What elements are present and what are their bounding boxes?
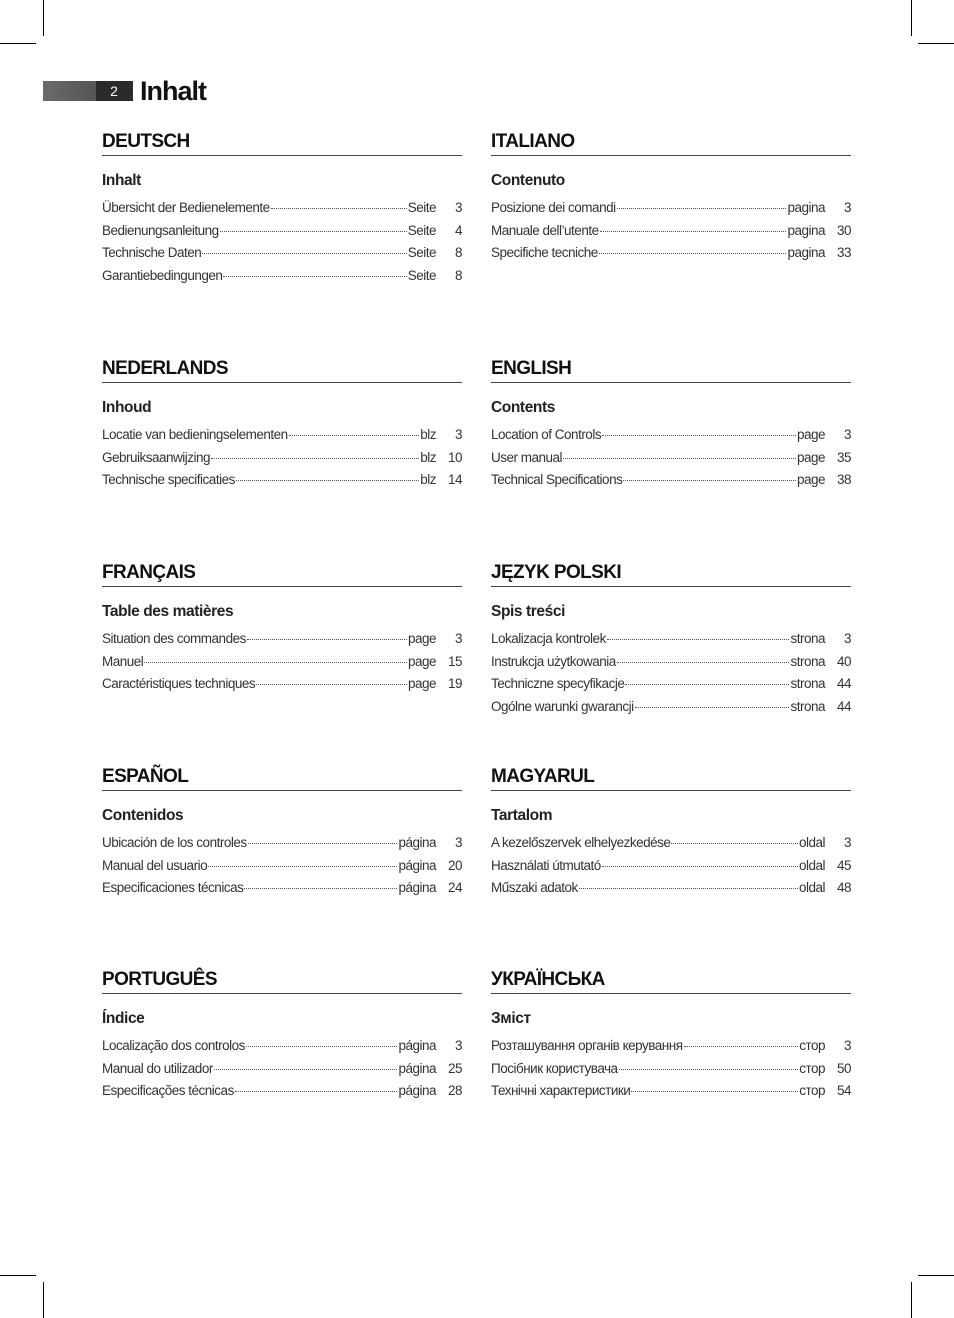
toc-entry-page-word: page <box>796 472 825 488</box>
section-heading: Inhalt <box>102 172 141 189</box>
section-polski <box>491 561 851 719</box>
section-language: NEDERLANDS <box>102 357 462 383</box>
section-heading: Зміст <box>491 1010 531 1027</box>
toc-entry-page-word: page <box>796 449 825 465</box>
toc-list <box>102 1035 462 1103</box>
toc-entry-title: Posizione dei comandi <box>491 200 616 215</box>
toc-entry-page-number: 8 <box>454 268 462 284</box>
toc-entry[interactable] <box>102 832 462 855</box>
crop-mark <box>911 1282 912 1318</box>
dot-leader <box>625 684 789 685</box>
toc-entry-title: Bedienungsanleitung <box>102 222 219 238</box>
toc-entry-title: Ogólne warunki gwarancji <box>491 699 634 715</box>
toc-entry-page-word: oldal <box>798 880 825 896</box>
toc-entry[interactable] <box>491 1058 851 1081</box>
toc-entry-page-word: strona <box>790 699 825 715</box>
toc-entry-page-number: 3 <box>843 200 851 215</box>
section-language: DEUTSCH <box>102 130 462 156</box>
toc-entry[interactable] <box>491 673 851 696</box>
dot-leader <box>214 1069 398 1070</box>
dot-leader <box>247 639 407 640</box>
toc-entry-page-word: стор <box>799 1060 825 1076</box>
section-language: FRANÇAIS <box>102 561 462 587</box>
dot-leader <box>246 1046 398 1047</box>
toc-entry-title: Techniczne specyfikacje <box>491 676 625 692</box>
toc-list <box>102 197 462 288</box>
toc-entry-title: Manual do utilizador <box>102 1060 213 1076</box>
dot-leader <box>208 866 397 867</box>
crop-mark <box>918 1275 954 1276</box>
toc-entry-page-number: 25 <box>447 1060 462 1076</box>
dot-leader <box>271 208 407 209</box>
toc-entry[interactable] <box>491 197 851 220</box>
toc-entry-page-word: página <box>398 835 436 850</box>
dot-leader <box>223 276 406 277</box>
dot-leader <box>602 866 798 867</box>
toc-entry-page-word: blz <box>420 449 436 465</box>
section-deutsch <box>102 130 462 288</box>
toc-entry[interactable] <box>102 1080 462 1103</box>
toc-entry-title: Manuel <box>102 653 144 669</box>
dot-leader <box>244 888 397 889</box>
section-language: JĘZYK POLSKI <box>491 561 851 587</box>
toc-entry-page-number: 10 <box>447 449 462 465</box>
section-heading: Índice <box>102 1010 145 1027</box>
crop-mark <box>0 1275 36 1276</box>
toc-entry-page-word: page <box>407 653 436 669</box>
toc-entry-page-word: strona <box>790 653 825 669</box>
section-language: ESPAÑOL <box>102 765 462 791</box>
dot-leader <box>631 1091 798 1092</box>
section-language: ENGLISH <box>491 357 851 383</box>
toc-entry-title: Location of Controls <box>491 427 602 442</box>
crop-mark <box>918 43 954 44</box>
toc-entry-title: Technical Specifications <box>491 472 623 488</box>
toc-entry-page-number: 3 <box>454 835 462 850</box>
toc-entry[interactable] <box>102 265 462 288</box>
section-nederlands <box>102 357 462 492</box>
toc-entry[interactable] <box>102 1058 462 1081</box>
toc-entry-title: Розташування органів керування <box>491 1038 683 1053</box>
toc-entry-page-word: page <box>407 631 436 646</box>
dot-leader <box>635 707 790 708</box>
dot-leader <box>235 1091 398 1092</box>
toc-entry[interactable] <box>102 424 462 447</box>
toc-entry-page-number: 40 <box>836 653 851 669</box>
section-heading: Contenuto <box>491 172 565 189</box>
dot-leader <box>600 231 787 232</box>
toc-entry[interactable] <box>491 696 851 719</box>
dot-leader <box>579 888 798 889</box>
dot-leader <box>607 639 790 640</box>
toc-entry[interactable] <box>491 220 851 243</box>
toc-entry-page-word: pagina <box>787 200 825 215</box>
toc-entry-page-number: 3 <box>843 631 851 646</box>
toc-entry[interactable] <box>102 197 462 220</box>
dot-leader <box>289 435 420 436</box>
section-francais <box>102 561 462 696</box>
toc-entry-title: Manuale dell’utente <box>491 222 599 238</box>
toc-entry-title: Technische specificaties <box>102 472 235 488</box>
dot-leader <box>623 480 796 481</box>
section-language: PORTUGUÊS <box>102 968 462 994</box>
toc-entry-title: Technische Daten <box>102 245 202 261</box>
section-heading: Table des matières <box>102 603 234 620</box>
dot-leader <box>256 684 407 685</box>
toc-entry-title: Localização dos controlos <box>102 1038 245 1053</box>
section-heading: Spis treści <box>491 603 566 620</box>
crop-mark <box>43 1282 44 1318</box>
toc-entry-page-word: strona <box>790 676 825 692</box>
toc-entry[interactable] <box>491 447 851 470</box>
dot-leader <box>684 1046 799 1047</box>
toc-entry-title: Manual del usuario <box>102 857 208 873</box>
toc-entry-page-number: 20 <box>447 857 462 873</box>
dot-leader <box>617 662 790 663</box>
dot-leader <box>236 480 419 481</box>
toc-entry[interactable] <box>102 855 462 878</box>
toc-entry-page-number: 33 <box>836 245 851 261</box>
dot-leader <box>144 662 407 663</box>
section-language: MAGYARUL <box>491 765 851 791</box>
toc-entry-page-word: стор <box>799 1083 825 1099</box>
toc-entry-page-word: page <box>407 676 436 692</box>
toc-entry-title: Especificaciones técnicas <box>102 880 244 896</box>
toc-entry-page-number: 14 <box>447 472 462 488</box>
toc-entry-title: A kezelőszervek elhelyezkedése <box>491 835 671 850</box>
toc-entry-page-number: 3 <box>843 427 851 442</box>
dot-leader <box>599 253 787 254</box>
toc-entry[interactable] <box>102 1035 462 1058</box>
toc-entry-title: Használati útmutató <box>491 857 601 873</box>
toc-list <box>102 628 462 696</box>
page-number: 2 <box>96 81 132 101</box>
toc-entry-page-word: strona <box>790 631 825 646</box>
toc-entry-page-word: Seite <box>407 245 436 261</box>
toc-entry[interactable] <box>491 651 851 674</box>
page-title: Inhalt <box>140 76 206 106</box>
toc-entry-title: Технічні характеристики <box>491 1083 631 1099</box>
toc-list <box>102 832 462 900</box>
toc-entry-page-word: página <box>398 1060 436 1076</box>
toc-entry-page-word: página <box>398 1038 436 1053</box>
toc-entry[interactable] <box>102 673 462 696</box>
dot-leader <box>563 458 796 459</box>
toc-list <box>491 832 851 900</box>
section-heading: Tartalom <box>491 807 553 824</box>
toc-entry-page-word: Seite <box>407 268 436 284</box>
toc-entry-title: Ubicación de los controles <box>102 835 247 850</box>
toc-entry-title: Instrukcja użytkowania <box>491 653 616 669</box>
toc-entry-page-word: oldal <box>798 835 825 850</box>
section-magyarul <box>491 765 851 900</box>
toc-entry-title: Especificações técnicas <box>102 1083 234 1099</box>
toc-entry-page-number: 3 <box>454 631 462 646</box>
toc-entry-page-number: 3 <box>454 1038 462 1053</box>
toc-entry-title: Locatie van bedieningselementen <box>102 427 288 442</box>
toc-entry-page-number: 3 <box>843 1038 851 1053</box>
toc-entry[interactable] <box>491 1080 851 1103</box>
toc-entry[interactable] <box>102 220 462 243</box>
section-portugues <box>102 968 462 1103</box>
toc-entry-page-number: 8 <box>454 245 462 261</box>
dot-leader <box>248 843 398 844</box>
dot-leader <box>202 253 406 254</box>
toc-entry-page-number: 3 <box>454 427 462 442</box>
toc-entry-page-number: 54 <box>836 1083 851 1099</box>
toc-entry[interactable] <box>491 424 851 447</box>
toc-entry-page-word: blz <box>420 427 436 442</box>
toc-entry-title: Specifiche tecniche <box>491 245 598 261</box>
toc-entry-title: Lokalizacja kontrolek <box>491 631 606 646</box>
toc-entry[interactable] <box>491 877 851 900</box>
section-language: ITALIANO <box>491 130 851 156</box>
toc-entry[interactable] <box>491 469 851 492</box>
toc-entry-title: Gebruiksaanwijzing <box>102 449 211 465</box>
dot-leader <box>211 458 419 459</box>
toc-entry-page-number: 19 <box>447 676 462 692</box>
toc-list <box>491 628 851 719</box>
toc-entry[interactable] <box>491 855 851 878</box>
section-ukrainska <box>491 968 851 1103</box>
toc-entry[interactable] <box>102 628 462 651</box>
section-heading: Inhoud <box>102 399 152 416</box>
toc-entry-page-word: blz <box>420 472 436 488</box>
toc-entry-page-number: 24 <box>447 880 462 896</box>
toc-entry-page-word: page <box>796 427 825 442</box>
toc-entry-page-word: Seite <box>407 222 436 238</box>
toc-list <box>102 424 462 492</box>
toc-entry-title: Garantiebedingungen <box>102 268 223 284</box>
toc-entry-page-number: 44 <box>836 699 851 715</box>
toc-list <box>491 424 851 492</box>
toc-entry-title: Caractéristiques techniques <box>102 676 256 692</box>
section-heading: Contenidos <box>102 807 184 824</box>
toc-entry-page-word: стор <box>799 1038 825 1053</box>
toc-entry[interactable] <box>102 651 462 674</box>
toc-entry-page-number: 44 <box>836 676 851 692</box>
toc-entry-title: Посібник користувача <box>491 1060 618 1076</box>
toc-entry[interactable] <box>102 447 462 470</box>
toc-entry-page-number: 3 <box>454 200 462 215</box>
toc-entry-page-number: 48 <box>836 880 851 896</box>
toc-entry-title: Műszaki adatok <box>491 880 578 896</box>
section-espanol <box>102 765 462 900</box>
toc-list <box>491 1035 851 1103</box>
toc-list <box>491 197 851 265</box>
toc-entry-page-number: 3 <box>843 835 851 850</box>
dot-leader <box>617 208 787 209</box>
toc-entry[interactable] <box>491 628 851 651</box>
toc-entry-page-word: página <box>398 1083 436 1099</box>
crop-mark <box>0 43 36 44</box>
toc-entry-title: Übersicht der Bedienelemente <box>102 200 270 215</box>
toc-entry-page-number: 38 <box>836 472 851 488</box>
toc-entry[interactable] <box>491 242 851 265</box>
toc-entry-page-word: página <box>398 880 436 896</box>
toc-entry-page-number: 50 <box>836 1060 851 1076</box>
toc-entry-page-number: 45 <box>836 857 851 873</box>
section-heading: Contents <box>491 399 555 416</box>
toc-entry-page-number: 4 <box>454 222 462 238</box>
toc-entry-page-word: pagina <box>787 245 825 261</box>
toc-entry[interactable] <box>491 1035 851 1058</box>
toc-entry-page-number: 15 <box>447 653 462 669</box>
dot-leader <box>619 1069 799 1070</box>
toc-entry-page-word: oldal <box>798 857 825 873</box>
toc-entry[interactable] <box>102 242 462 265</box>
toc-entry[interactable] <box>102 877 462 900</box>
toc-entry-page-number: 30 <box>836 222 851 238</box>
crop-mark <box>911 0 912 36</box>
toc-entry[interactable] <box>491 832 851 855</box>
section-english <box>491 357 851 492</box>
section-italiano <box>491 130 851 265</box>
toc-entry-page-word: página <box>398 857 436 873</box>
toc-entry-page-number: 35 <box>836 449 851 465</box>
toc-entry-title: User manual <box>491 449 563 465</box>
dot-leader <box>602 435 796 436</box>
dot-leader <box>220 231 407 232</box>
toc-entry-title: Situation des commandes <box>102 631 246 646</box>
toc-entry-page-word: pagina <box>787 222 825 238</box>
toc-entry-page-number: 28 <box>447 1083 462 1099</box>
crop-mark <box>43 0 44 36</box>
toc-entry[interactable] <box>102 469 462 492</box>
section-language: УКРАЇНСЬКА <box>491 968 851 994</box>
toc-entry-page-word: Seite <box>407 200 436 215</box>
dot-leader <box>671 843 798 844</box>
